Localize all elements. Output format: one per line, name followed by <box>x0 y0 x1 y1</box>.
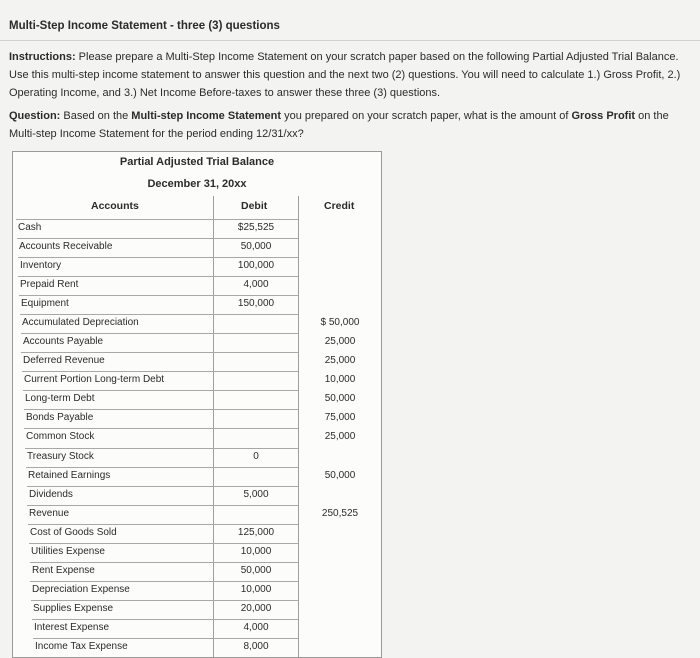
account-name: Income Tax Expense <box>35 641 128 652</box>
question-label: Question: <box>9 110 61 122</box>
row-divider <box>22 371 213 372</box>
debit-value: 10,000 <box>240 546 272 557</box>
row-divider <box>213 486 298 487</box>
account-name: Depreciation Expense <box>32 584 130 595</box>
title-divider <box>0 40 700 41</box>
credit-column-divider <box>298 196 299 657</box>
row-divider <box>213 600 298 601</box>
row-divider <box>213 619 298 620</box>
credit-value: 50,000 <box>324 393 356 404</box>
credit-value: 25,000 <box>324 431 356 442</box>
account-name: Deferred Revenue <box>23 355 105 366</box>
question-text-1: Based on the <box>60 110 132 122</box>
account-name: Accounts Receivable <box>19 241 113 252</box>
instructions-label: Instructions: <box>9 51 76 63</box>
account-name: Cash <box>18 222 42 233</box>
row-divider <box>17 238 213 239</box>
row-divider <box>213 562 298 563</box>
debit-value: $25,525 <box>237 222 275 233</box>
debit-header: Debit <box>241 200 268 212</box>
credit-value: 10,000 <box>324 374 356 385</box>
row-divider <box>27 505 213 506</box>
row-divider <box>29 543 213 544</box>
row-divider <box>30 581 213 582</box>
row-divider <box>213 467 298 468</box>
row-divider <box>213 543 298 544</box>
row-divider <box>213 276 298 277</box>
credit-value: $ 50,000 <box>320 317 360 328</box>
account-name: Inventory <box>20 260 62 271</box>
row-divider <box>213 581 298 582</box>
row-divider <box>18 257 214 258</box>
row-divider <box>213 352 298 353</box>
account-name: Utilities Expense <box>31 546 105 557</box>
row-divider <box>23 390 213 391</box>
account-name: Accounts Payable <box>23 336 104 347</box>
trial-balance-table <box>12 151 382 658</box>
row-divider <box>28 524 213 525</box>
question-bold-1: Multi-step Income Statement <box>131 110 282 122</box>
row-divider <box>16 219 213 220</box>
account-name: Treasury Stock <box>27 451 94 462</box>
row-divider <box>18 276 213 277</box>
row-divider <box>213 219 298 220</box>
debit-value: 50,000 <box>240 565 272 576</box>
row-divider <box>213 428 298 429</box>
row-divider <box>213 638 298 639</box>
account-name: Accumulated Depreciation <box>22 317 139 328</box>
row-divider <box>32 619 213 620</box>
credit-value: 50,000 <box>324 470 356 481</box>
account-name: Prepaid Rent <box>20 279 79 290</box>
question-bold-2: Gross Profit <box>571 110 636 122</box>
question-text-2: you prepared on your scratch paper, what is the amount of <box>281 110 572 122</box>
debit-value: 4,000 <box>243 279 269 290</box>
account-name: Supplies Expense <box>33 603 114 614</box>
row-divider <box>213 390 298 391</box>
accounts-header: Accounts <box>91 200 139 212</box>
row-divider <box>24 409 214 410</box>
row-divider <box>213 524 298 525</box>
debit-value: 0 <box>253 451 259 462</box>
row-divider <box>213 333 298 334</box>
trial-balance-title: Partial Adjusted Trial Balance <box>119 156 275 168</box>
trial-balance-date: December 31, 20xx <box>147 178 247 190</box>
row-divider <box>213 314 298 315</box>
row-divider <box>26 467 213 468</box>
account-name: Equipment <box>21 298 69 309</box>
question-text-3: on the Multi-step Income Statement for the period ending 12/31/xx? <box>9 110 669 140</box>
debit-column-divider <box>213 196 214 657</box>
debit-value: 50,000 <box>240 241 272 252</box>
row-divider <box>213 238 298 239</box>
debit-value: 125,000 <box>237 527 275 538</box>
page-title: Multi-Step Income Statement - three (3) questions <box>9 20 280 32</box>
account-name: Revenue <box>29 508 70 519</box>
debit-value: 10,000 <box>240 584 272 595</box>
debit-value: 150,000 <box>237 298 275 309</box>
account-name: Bonds Payable <box>26 412 94 423</box>
account-name: Cost of Goods Sold <box>30 527 117 538</box>
row-divider <box>213 409 298 410</box>
row-divider <box>213 257 298 258</box>
row-divider <box>213 295 298 296</box>
instructions <box>9 48 699 102</box>
debit-value: 8,000 <box>243 641 269 652</box>
account-name: Long-term Debt <box>25 393 95 404</box>
row-divider <box>21 352 213 353</box>
row-divider <box>21 333 214 334</box>
credit-value: 25,000 <box>324 336 356 347</box>
row-divider <box>30 562 214 563</box>
credit-value: 75,000 <box>324 412 356 423</box>
account-name: Dividends <box>29 489 73 500</box>
account-name: Retained Earnings <box>28 470 111 481</box>
credit-value: 250,525 <box>321 508 359 519</box>
account-name: Rent Expense <box>32 565 95 576</box>
row-divider <box>213 371 298 372</box>
row-divider <box>19 295 213 296</box>
debit-value: 20,000 <box>240 603 272 614</box>
account-name: Interest Expense <box>34 622 110 633</box>
instructions-text: Please prepare a Multi-Step Income Statement on your scratch paper based on the following Partial Adjusted Trial Balance. Use this multi-step income statement to answer this question and the next two (2) questions. You will need to calculate 1.) Gross Profit, 2.) Operating Income, and 3.) Net Income Before-taxes to answer these three (3) questions. <box>9 51 681 99</box>
row-divider <box>27 486 214 487</box>
account-name: Current Portion Long-term Debt <box>24 374 165 385</box>
credit-header: Credit <box>324 200 355 212</box>
debit-value: 5,000 <box>243 489 269 500</box>
credit-value: 25,000 <box>324 355 356 366</box>
row-divider <box>213 505 298 506</box>
row-divider <box>25 448 213 449</box>
account-name: Common Stock <box>26 431 95 442</box>
row-divider <box>213 448 298 449</box>
row-divider <box>24 428 213 429</box>
row-divider <box>33 638 214 639</box>
question <box>9 108 694 143</box>
debit-value: 100,000 <box>237 260 275 271</box>
debit-value: 4,000 <box>243 622 269 633</box>
row-divider <box>31 600 213 601</box>
row-divider <box>20 314 213 315</box>
